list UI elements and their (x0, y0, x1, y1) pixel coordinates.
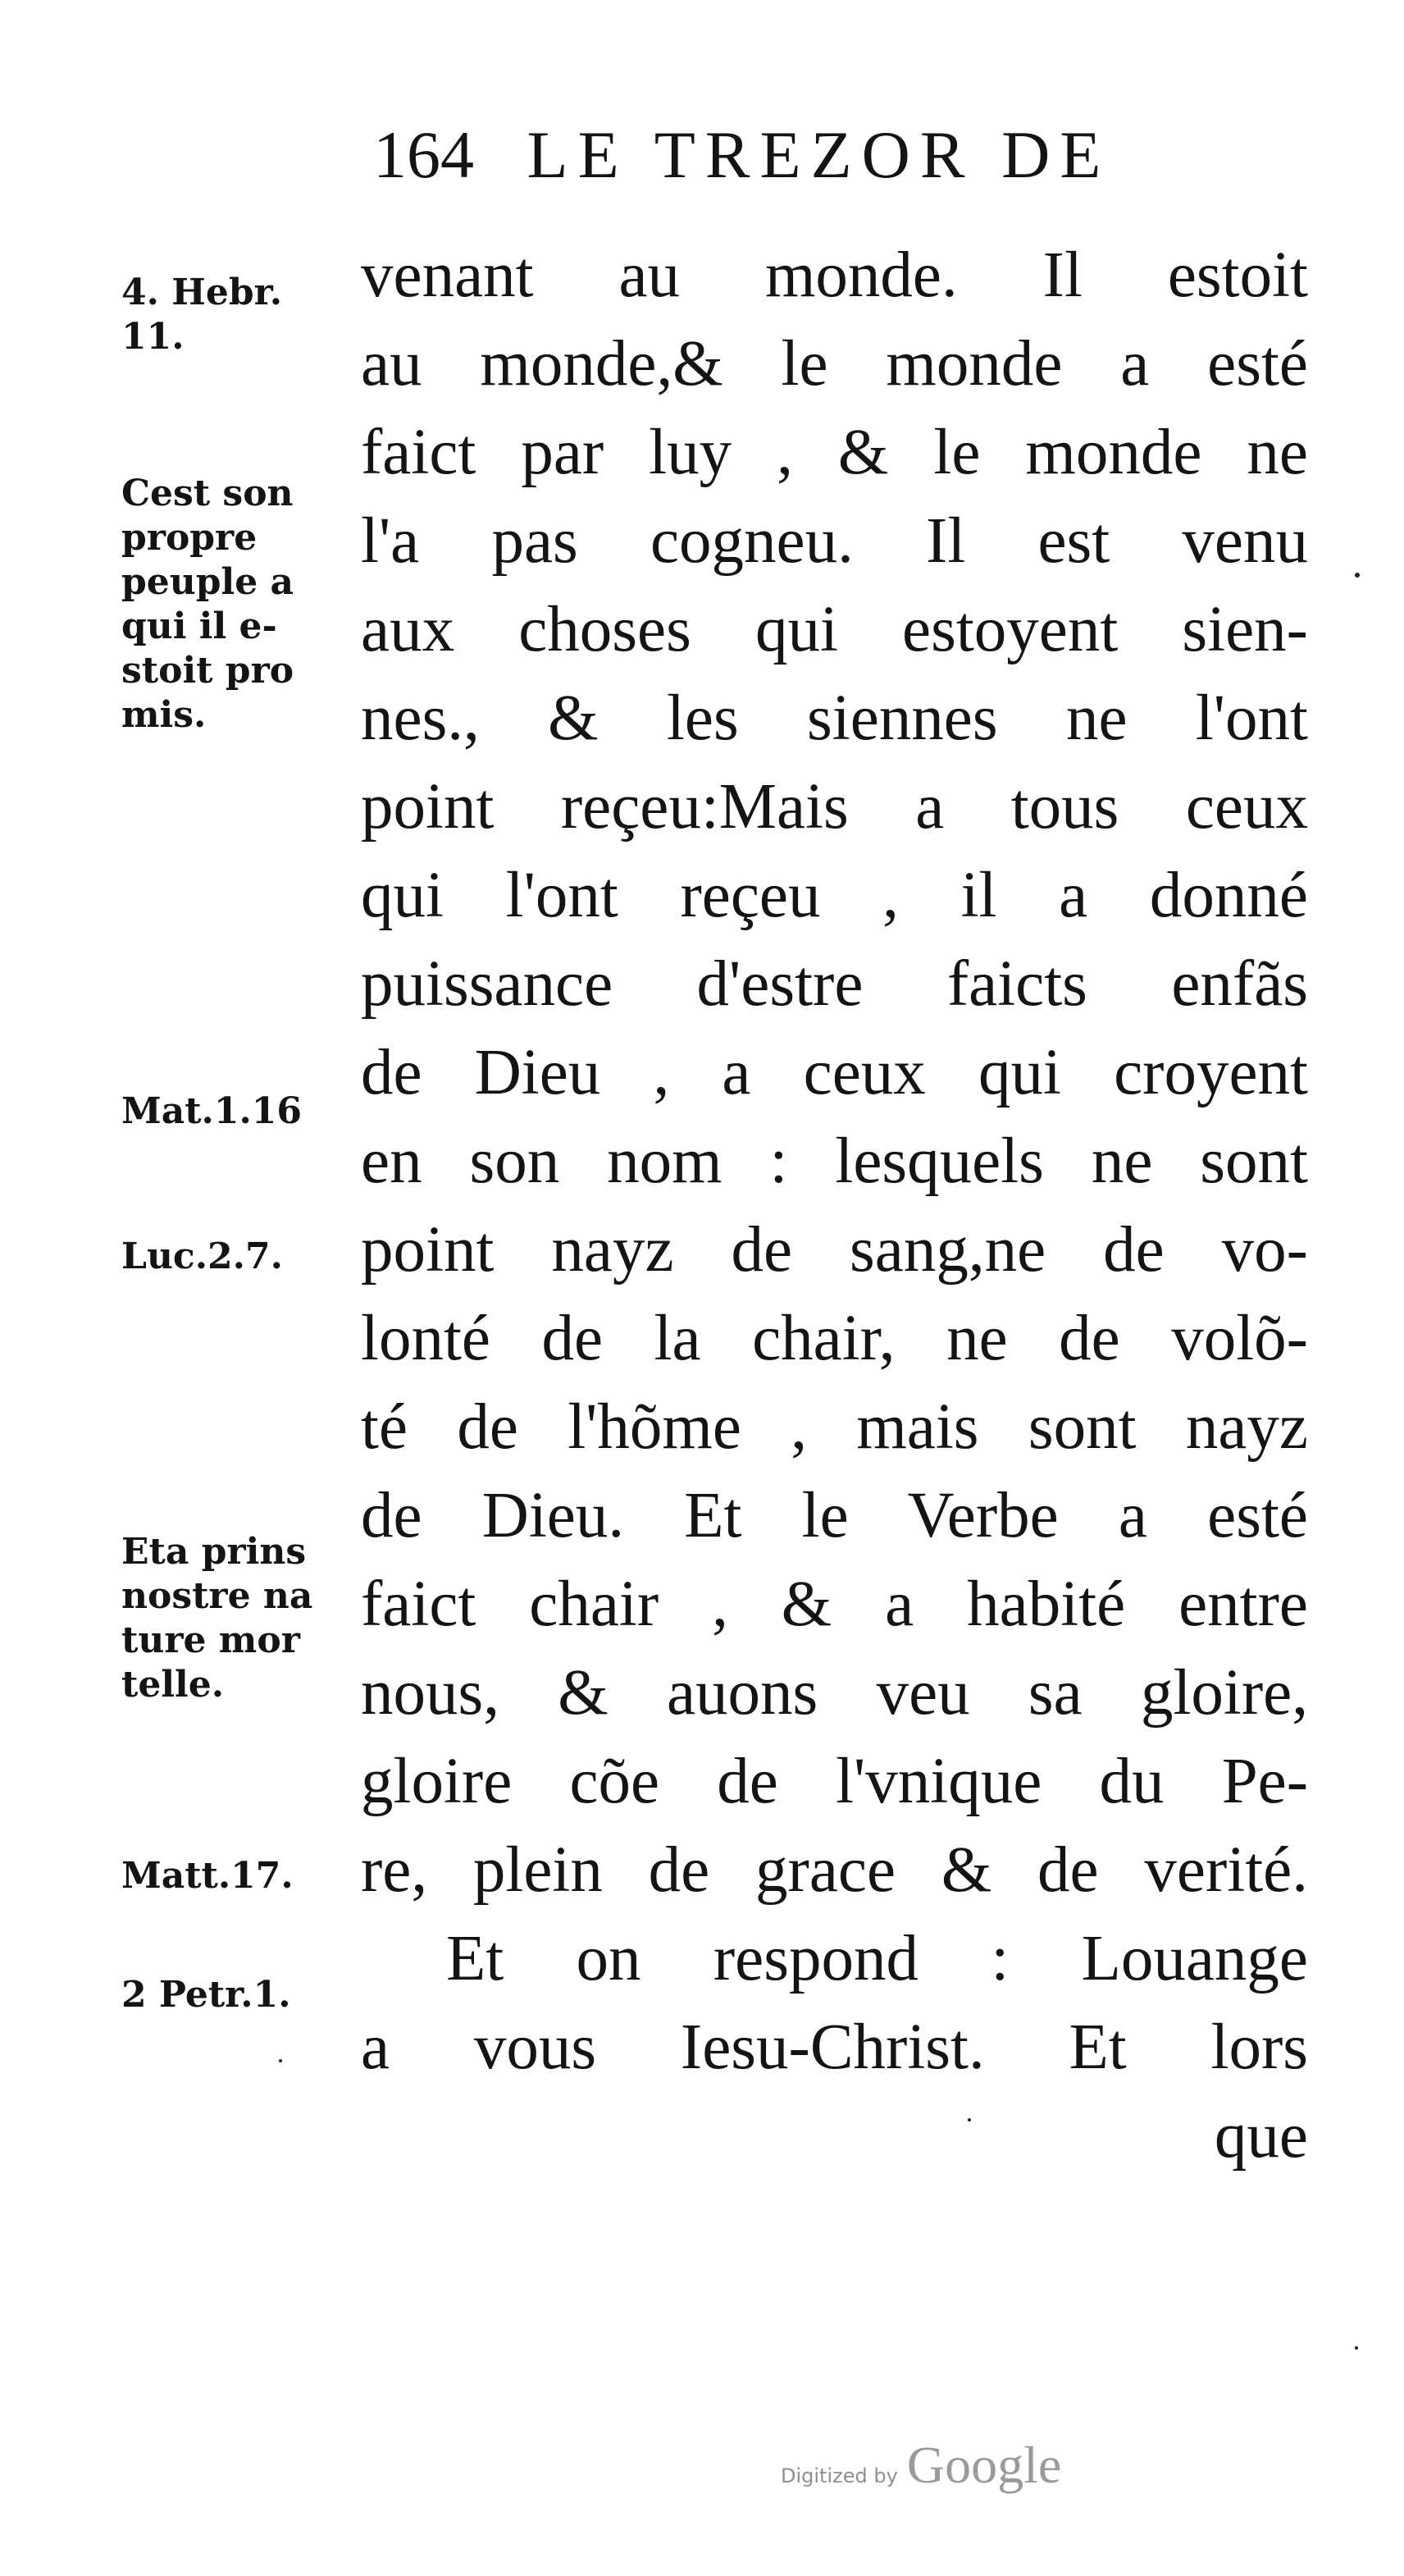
text-line: en son nom : lesquels ne sont (361, 1126, 1308, 1197)
margin-note-mat (121, 1089, 302, 1134)
text-line: de Dieu. Et le Verbe a esté (361, 1480, 1308, 1551)
text-line: au monde,& le monde a esté (361, 328, 1308, 400)
margin-note-line: Mat.1.16 (121, 1090, 303, 1132)
text-line: lonté de la chair, ne de volõ- (361, 1303, 1308, 1374)
text-line: gloire cõe de l'vnique du Pe- (361, 1746, 1308, 1817)
text-line: aux choses qui estoyent sien- (361, 594, 1308, 665)
margin-note-matt (121, 1854, 294, 1898)
margin-note-line: ture mor (121, 1619, 300, 1661)
margin-note-luc (121, 1235, 283, 1279)
page-header (373, 117, 1111, 192)
margin-note-line: Eta prins (121, 1531, 307, 1573)
text-line: faict par luy , & le monde ne (361, 417, 1308, 488)
catchword: que (1214, 2100, 1308, 2172)
text-line: nes., & les siennes ne l'ont (361, 683, 1308, 754)
margin-note-line: 2 Petr.1. (121, 1974, 291, 2016)
text-line: nous, & auons veu sa gloire, (361, 1657, 1308, 1729)
ink-speck (1355, 573, 1360, 578)
margin-note-line: Cest son (121, 473, 294, 514)
margin-note-hebr (121, 271, 282, 359)
margin-note-prins (121, 1530, 312, 1707)
ink-speck (1355, 2346, 1358, 2350)
text-line: point nayz de sang,ne de vo- (361, 1214, 1308, 1286)
google-logo: Google (906, 2436, 1062, 2494)
text-line: faict chair , & a habité entre (361, 1569, 1308, 1640)
margin-note-line: Matt.17. (121, 1855, 294, 1897)
text-line: de Dieu , a ceux qui croyent (361, 1037, 1308, 1108)
running-head: LE TREZOR DE (526, 117, 1111, 192)
page-number: 164 (373, 117, 474, 192)
text-line: qui l'ont reçeu , il a donné (361, 860, 1308, 931)
text-line: puissance d'estre faicts enfãs (361, 948, 1308, 1020)
text-line: l'a pas cogneu. Il est venu (361, 505, 1308, 577)
margin-note-line: Luc.2.7. (121, 1235, 283, 1277)
text-line: té de l'hõme , mais sont nayz (361, 1391, 1308, 1463)
text-line: Et on respond : Louange (446, 1923, 1308, 1994)
margin-note-line: propre (121, 517, 258, 559)
watermark-prefix: Digitized by (781, 2464, 898, 2487)
margin-note-line: nostre na (121, 1575, 313, 1617)
ink-speck (279, 2059, 282, 2062)
margin-note-line: stoit pro (121, 650, 294, 692)
margin-note-petr (121, 1973, 291, 2017)
margin-note-peuple (121, 472, 294, 738)
margin-note-line: mis. (121, 694, 207, 736)
text-line: venant au monde. Il estoit (361, 240, 1308, 311)
margin-note-line: qui il e- (121, 605, 277, 647)
margin-note-line: 4. Hebr. (121, 272, 283, 313)
margin-note-line: peuple a (121, 561, 294, 603)
digitized-watermark (781, 2435, 1061, 2496)
text-line: a vous Iesu-Christ. Et lors (361, 2012, 1308, 2083)
margin-note-line: 11. (121, 316, 185, 358)
text-line: re, plein de grace & de verité. (361, 1834, 1308, 1906)
ink-speck (968, 2118, 971, 2122)
text-line: point reçeu:Mais a tous ceux (361, 771, 1308, 843)
margin-note-line: telle. (121, 1664, 225, 1706)
